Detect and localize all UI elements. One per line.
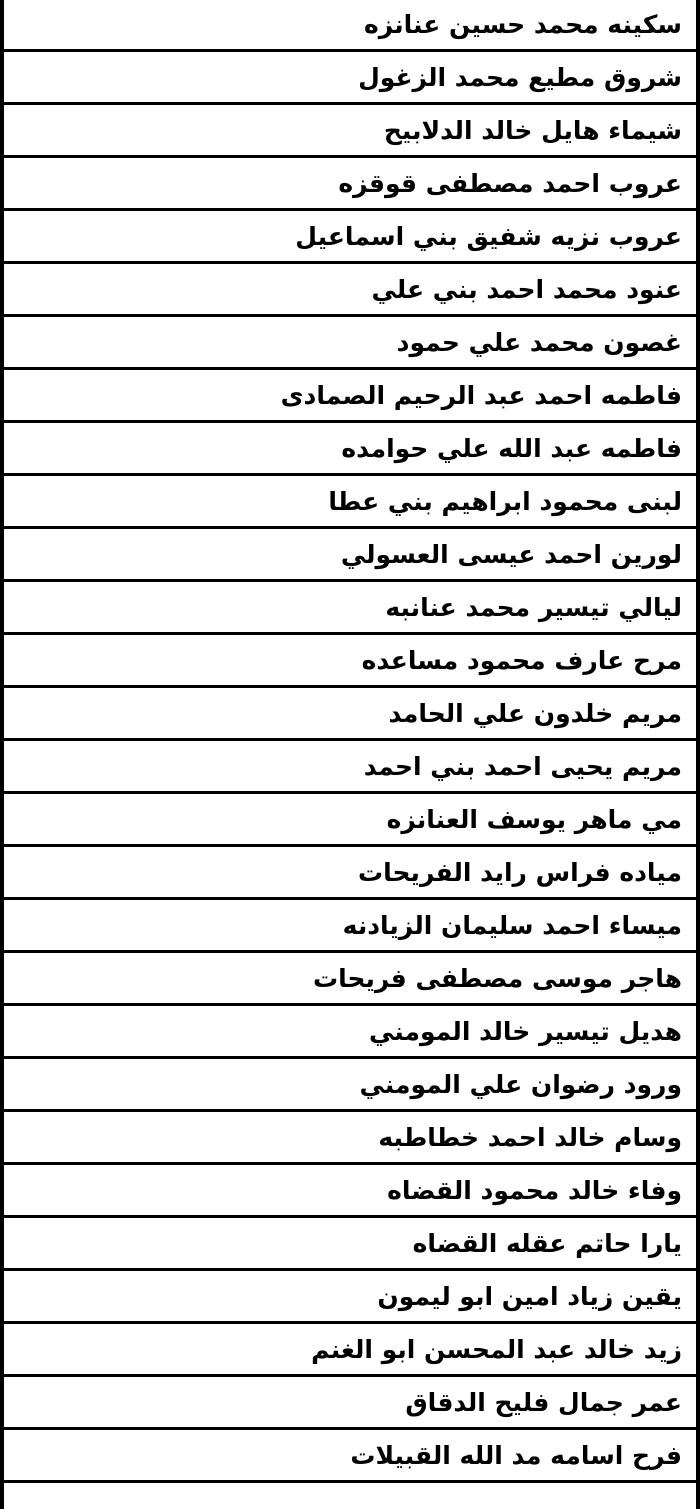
table-row bbox=[4, 422, 696, 475]
name-cell: مياده فراس رايد الفريحات bbox=[4, 846, 696, 899]
name-cell: وسام خالد احمد خطاطبه bbox=[4, 1111, 696, 1164]
table-row bbox=[4, 581, 696, 634]
name-cell: يقين زياد امين ابو ليمون bbox=[4, 1270, 696, 1323]
table-row bbox=[4, 1429, 696, 1482]
table-row bbox=[4, 0, 696, 51]
table-row bbox=[4, 899, 696, 952]
name-cell: عروب احمد مصطفى قوقزه bbox=[4, 157, 696, 210]
table-row bbox=[4, 1058, 696, 1111]
table-row bbox=[4, 104, 696, 157]
name-cell: لورين احمد عيسى العسولي bbox=[4, 528, 696, 581]
name-cell: هديل تيسير خالد المومني bbox=[4, 1005, 696, 1058]
name-cell: شيماء هايل خالد الدلابيح bbox=[4, 104, 696, 157]
names-table-body bbox=[4, 0, 696, 1482]
name-cell: وفاء خالد محمود القضاه bbox=[4, 1164, 696, 1217]
name-cell: عروب نزيه شفيق بني اسماعيل bbox=[4, 210, 696, 263]
table-row bbox=[4, 210, 696, 263]
names-table bbox=[4, 0, 696, 1483]
table-row bbox=[4, 952, 696, 1005]
name-cell: سكينه محمد حسين عنانزه bbox=[4, 0, 696, 51]
name-cell: ورود رضوان علي المومني bbox=[4, 1058, 696, 1111]
table-row bbox=[4, 528, 696, 581]
name-cell: هاجر موسى مصطفى فريحات bbox=[4, 952, 696, 1005]
name-cell: زيد خالد عبد المحسن ابو الغنم bbox=[4, 1323, 696, 1376]
name-cell: غصون محمد علي حمود bbox=[4, 316, 696, 369]
table-row bbox=[4, 1376, 696, 1429]
table-row bbox=[4, 1217, 696, 1270]
table-row bbox=[4, 740, 696, 793]
name-cell: مريم خلدون علي الحامد bbox=[4, 687, 696, 740]
table-row bbox=[4, 157, 696, 210]
name-cell: مي ماهر يوسف العنانزه bbox=[4, 793, 696, 846]
table-row bbox=[4, 263, 696, 316]
table-row bbox=[4, 475, 696, 528]
name-cell: فاطمه احمد عبد الرحيم الصمادى bbox=[4, 369, 696, 422]
table-row bbox=[4, 1323, 696, 1376]
name-cell: عنود محمد احمد بني علي bbox=[4, 263, 696, 316]
name-cell: يارا حاتم عقله القضاه bbox=[4, 1217, 696, 1270]
table-row bbox=[4, 846, 696, 899]
name-cell: مرح عارف محمود مساعده bbox=[4, 634, 696, 687]
table-row bbox=[4, 793, 696, 846]
table-row bbox=[4, 634, 696, 687]
name-cell: فاطمه عبد الله علي حوامده bbox=[4, 422, 696, 475]
name-cell: فرح اسامه مد الله القبيلات bbox=[4, 1429, 696, 1482]
name-cell: شروق مطيع محمد الزغول bbox=[4, 51, 696, 104]
table-row bbox=[4, 687, 696, 740]
table-row bbox=[4, 316, 696, 369]
table-row bbox=[4, 1270, 696, 1323]
name-cell: ليالي تيسير محمد عنانبه bbox=[4, 581, 696, 634]
table-row bbox=[4, 1111, 696, 1164]
name-cell: ميساء احمد سليمان الزيادنه bbox=[4, 899, 696, 952]
table-row bbox=[4, 1164, 696, 1217]
table-row bbox=[4, 1005, 696, 1058]
name-cell: لبنى محمود ابراهيم بني عطا bbox=[4, 475, 696, 528]
name-cell: عمر جمال فليح الدقاق bbox=[4, 1376, 696, 1429]
table-row bbox=[4, 51, 696, 104]
name-cell: مريم يحيى احمد بني احمد bbox=[4, 740, 696, 793]
table-row bbox=[4, 369, 696, 422]
